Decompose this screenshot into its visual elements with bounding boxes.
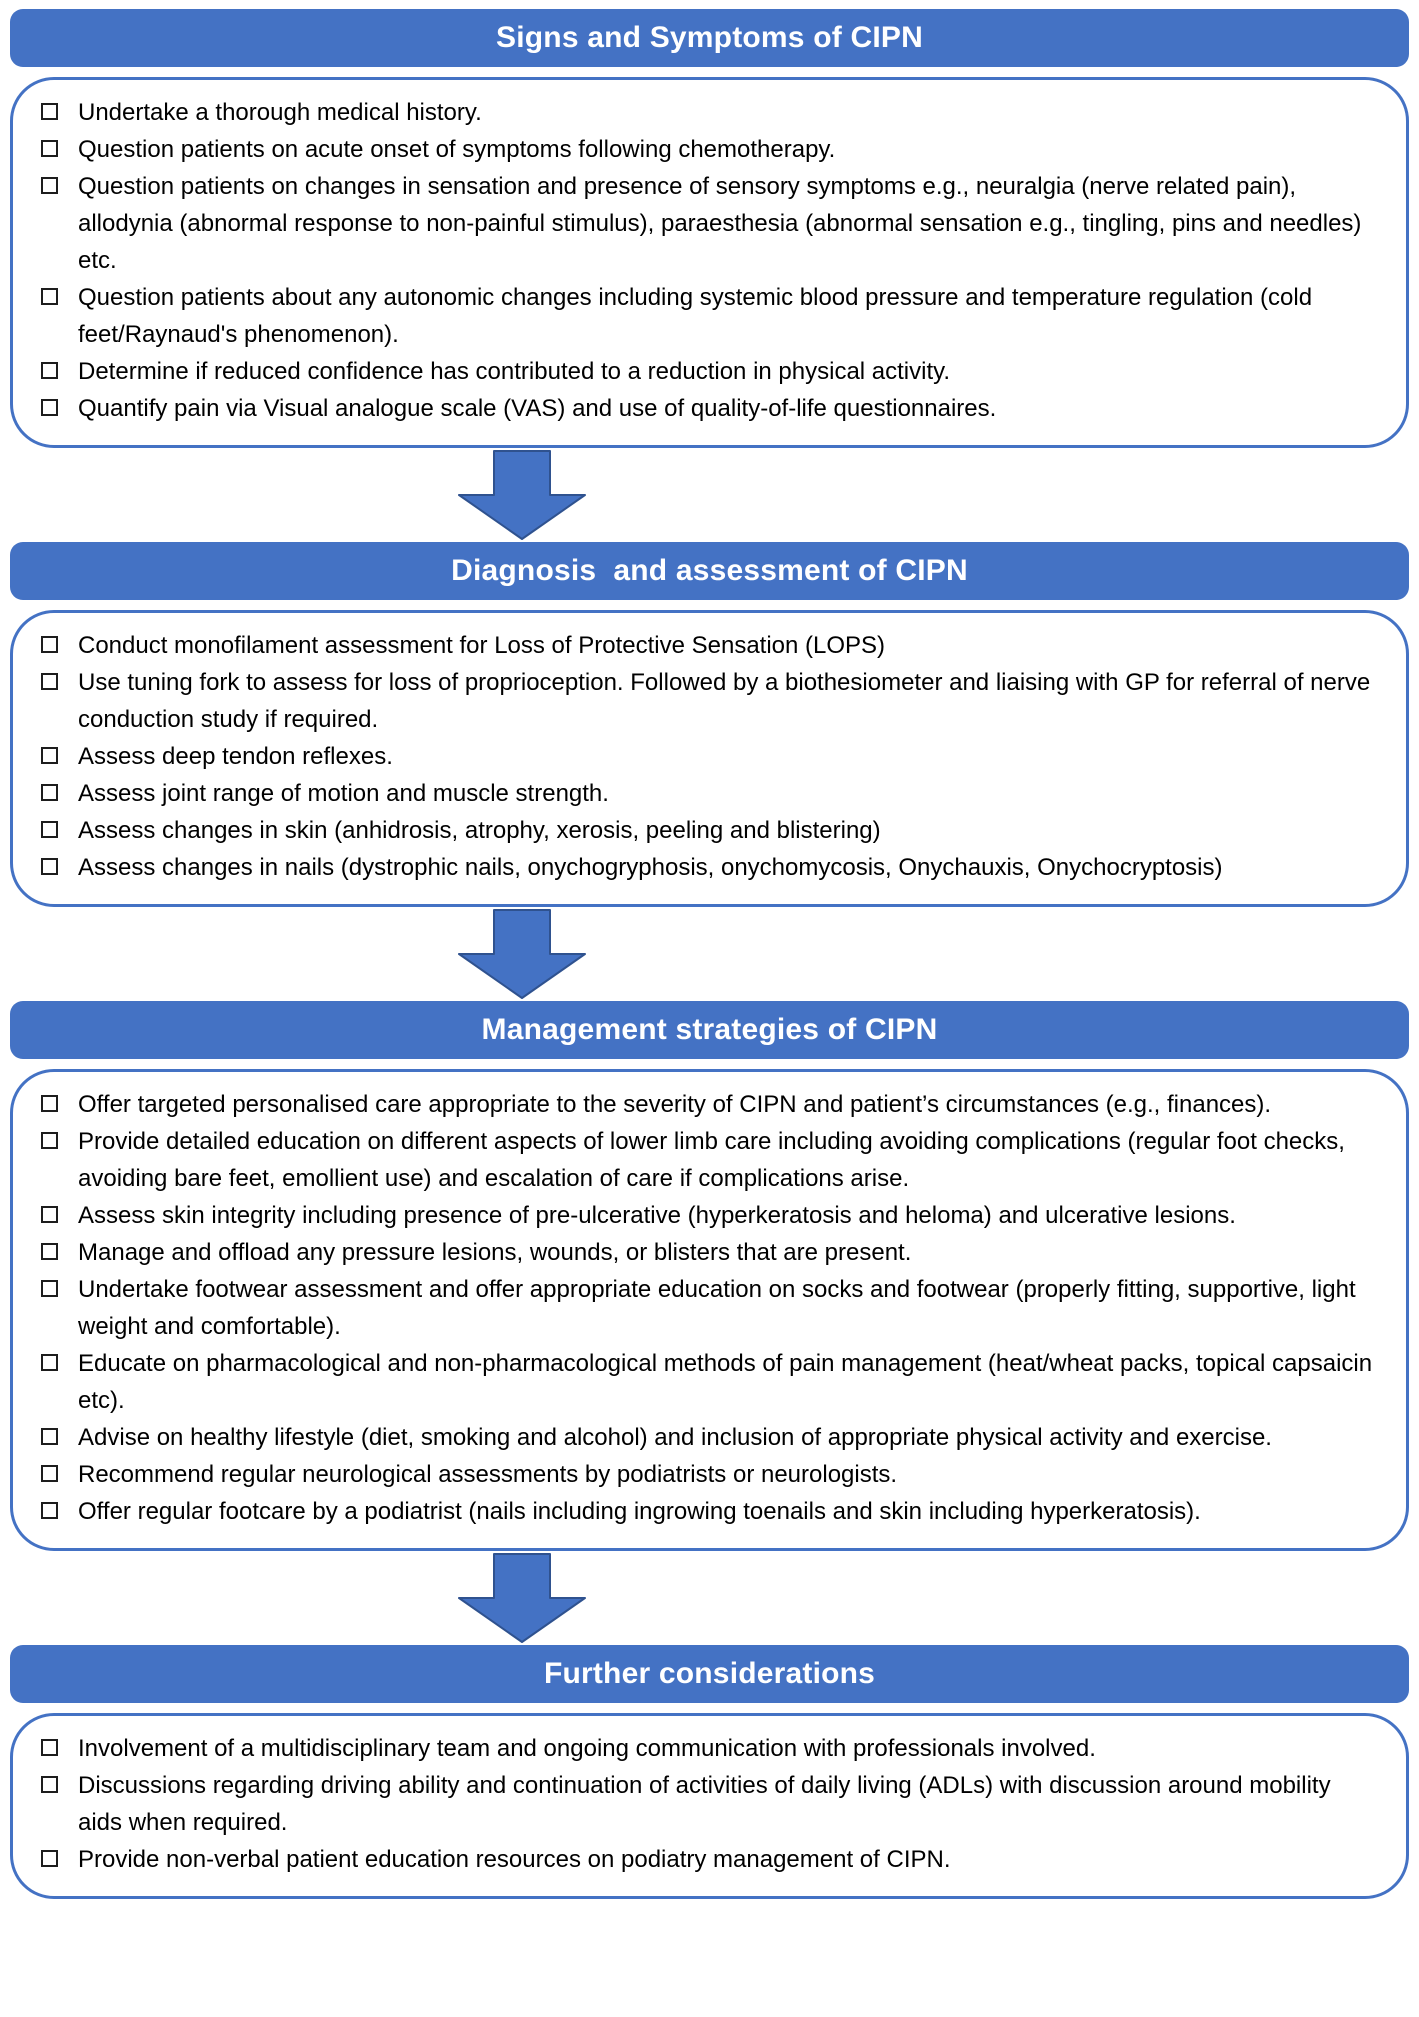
checklist-item-text: Undertake footwear assessment and offer appropriate education on socks and footwear (properly fitting, supportive, light weight and comfortable). <box>78 1276 1356 1340</box>
checkbox-icon <box>41 747 58 764</box>
checklist-item <box>41 94 1374 131</box>
checklist-item <box>41 1197 1374 1234</box>
section-content-box <box>10 1713 1409 1899</box>
flow-arrow-row <box>10 1552 1409 1644</box>
checklist-item <box>41 390 1374 427</box>
checklist-item <box>41 627 1374 664</box>
down-arrow-icon <box>458 450 586 540</box>
checklist-item-text: Quantify pain via Visual analogue scale (VAS) and use of quality-of-life questionnaires. <box>78 395 997 422</box>
checkbox-icon <box>41 1280 58 1297</box>
checklist <box>41 1730 1374 1878</box>
checkbox-icon <box>41 821 58 838</box>
checklist-item <box>41 1271 1374 1345</box>
checklist <box>41 627 1374 886</box>
checklist-item <box>41 168 1374 279</box>
section-management-strategies <box>10 1001 1409 1644</box>
checkbox-icon <box>41 1502 58 1519</box>
checkbox-icon <box>41 1354 58 1371</box>
checklist-item <box>41 1419 1374 1456</box>
checklist-item <box>41 1345 1374 1419</box>
checklist-item <box>41 1086 1374 1123</box>
checkbox-icon <box>41 1465 58 1482</box>
checklist-item <box>41 812 1374 849</box>
checklist-item <box>41 1493 1374 1530</box>
flow-arrow-row <box>10 449 1409 541</box>
checklist-item-text: Provide non-verbal patient education resources on podiatry management of CIPN. <box>78 1846 951 1873</box>
checklist <box>41 1086 1374 1530</box>
checklist-item-text: Question patients on changes in sensation and presence of sensory symptoms e.g., neuralgia (nerve related pain), allodynia (abnormal response to non-painful stimulus), paraesthesia (abnormal sensation e.g., tingling, pins and needles) etc. <box>78 173 1362 274</box>
checklist-item <box>41 1730 1374 1767</box>
checklist-item-text: Educate on pharmacological and non-pharmacological methods of pain management (heat/wheat packs, topical capsaicin etc). <box>78 1350 1373 1414</box>
checkbox-icon <box>41 288 58 305</box>
checklist-item-text: Offer regular footcare by a podiatrist (nails including ingrowing toenails and skin including hyperkeratosis). <box>78 1498 1201 1525</box>
checklist-item <box>41 279 1374 353</box>
checklist-item-text: Assess joint range of motion and muscle strength. <box>78 780 609 807</box>
section-title: Further considerations <box>543 1657 876 1690</box>
checklist-item <box>41 849 1374 886</box>
checklist-item-text: Question patients about any autonomic changes including systemic blood pressure and temperature regulation (cold feet/Raynaud's phenomenon). <box>78 284 1313 348</box>
checklist-item <box>41 1841 1374 1878</box>
checkbox-icon <box>41 1776 58 1793</box>
section-title: Management strategies of CIPN <box>481 1013 938 1046</box>
checklist-item <box>41 1123 1374 1197</box>
checkbox-icon <box>41 784 58 801</box>
checklist-item <box>41 1767 1374 1841</box>
checkbox-icon <box>41 1739 58 1756</box>
flow-arrow-row <box>10 908 1409 1000</box>
checklist-item-text: Assess skin integrity including presence of pre-ulcerative (hyperkeratosis and heloma) and ulcerative lesions. <box>78 1202 1236 1229</box>
section-title: Signs and Symptoms of CIPN <box>496 21 923 54</box>
checklist-item-text: Involvement of a multidisciplinary team and ongoing communication with professionals involved. <box>78 1735 1096 1762</box>
checklist-item-text: Advise on healthy lifestyle (diet, smoking and alcohol) and inclusion of appropriate physical activity and exercise. <box>78 1424 1272 1451</box>
checklist-item <box>41 738 1374 775</box>
checklist-item-text: Use tuning fork to assess for loss of proprioception. Followed by a biothesiometer and liaising with GP for referral of nerve conduction study if required. <box>78 669 1371 733</box>
down-arrow-icon <box>458 1553 586 1643</box>
checklist-item <box>41 775 1374 812</box>
checklist-item <box>41 1234 1374 1271</box>
section-header <box>10 542 1409 600</box>
section-content-box <box>10 1069 1409 1551</box>
checkbox-icon <box>41 1132 58 1149</box>
down-arrow-icon <box>458 909 586 999</box>
checklist-item <box>41 1456 1374 1493</box>
checklist-item-text: Undertake a thorough medical history. <box>78 99 482 126</box>
checkbox-icon <box>41 103 58 120</box>
checklist-item-text: Assess changes in skin (anhidrosis, atrophy, xerosis, peeling and blistering) <box>78 817 881 844</box>
section-header <box>10 1645 1409 1703</box>
checklist <box>41 94 1374 427</box>
section-header <box>10 1001 1409 1059</box>
section-diagnosis-and-assessment <box>10 542 1409 1000</box>
checkbox-icon <box>41 1095 58 1112</box>
checklist-item-text: Offer targeted personalised care appropriate to the severity of CIPN and patient’s circumstances (e.g., finances). <box>78 1091 1272 1118</box>
section-further-considerations <box>10 1645 1409 1899</box>
checklist-item <box>41 131 1374 168</box>
checkbox-icon <box>41 1243 58 1260</box>
section-signs-and-symptoms <box>10 9 1409 541</box>
flowchart-sections <box>10 9 1409 1899</box>
section-content-box <box>10 77 1409 448</box>
checklist-item-text: Discussions regarding driving ability and continuation of activities of daily living (ADLs) with discussion around mobility aids when required. <box>78 1772 1331 1836</box>
checkbox-icon <box>41 1206 58 1223</box>
checkbox-icon <box>41 1428 58 1445</box>
section-header <box>10 9 1409 67</box>
checkbox-icon <box>41 362 58 379</box>
checklist-item-text: Assess deep tendon reflexes. <box>78 743 393 770</box>
checklist-item-text: Conduct monofilament assessment for Loss of Protective Sensation (LOPS) <box>78 632 886 659</box>
section-title: Diagnosis and assessment of CIPN <box>451 554 968 587</box>
checklist-item-text: Determine if reduced confidence has contributed to a reduction in physical activity. <box>78 358 951 385</box>
checklist-item-text: Assess changes in nails (dystrophic nails, onychogryphosis, onychomycosis, Onychauxis, Onychocryptosis) <box>78 854 1223 881</box>
checkbox-icon <box>41 1850 58 1867</box>
checklist-item-text: Question patients on acute onset of symptoms following chemotherapy. <box>78 136 836 163</box>
checkbox-icon <box>41 673 58 690</box>
checklist-item-text: Recommend regular neurological assessments by podiatrists or neurologists. <box>78 1461 898 1488</box>
checklist-item <box>41 353 1374 390</box>
checkbox-icon <box>41 140 58 157</box>
checkbox-icon <box>41 636 58 653</box>
checkbox-icon <box>41 399 58 416</box>
checklist-item <box>41 664 1374 738</box>
checklist-item-text: Manage and offload any pressure lesions, wounds, or blisters that are present. <box>78 1239 912 1266</box>
checklist-item-text: Provide detailed education on different aspects of lower limb care including avoiding complications (regular foot checks, avoiding bare feet, emollient use) and escalation of care if complications arise. <box>78 1128 1345 1192</box>
checkbox-icon <box>41 177 58 194</box>
checkbox-icon <box>41 858 58 875</box>
section-content-box <box>10 610 1409 907</box>
